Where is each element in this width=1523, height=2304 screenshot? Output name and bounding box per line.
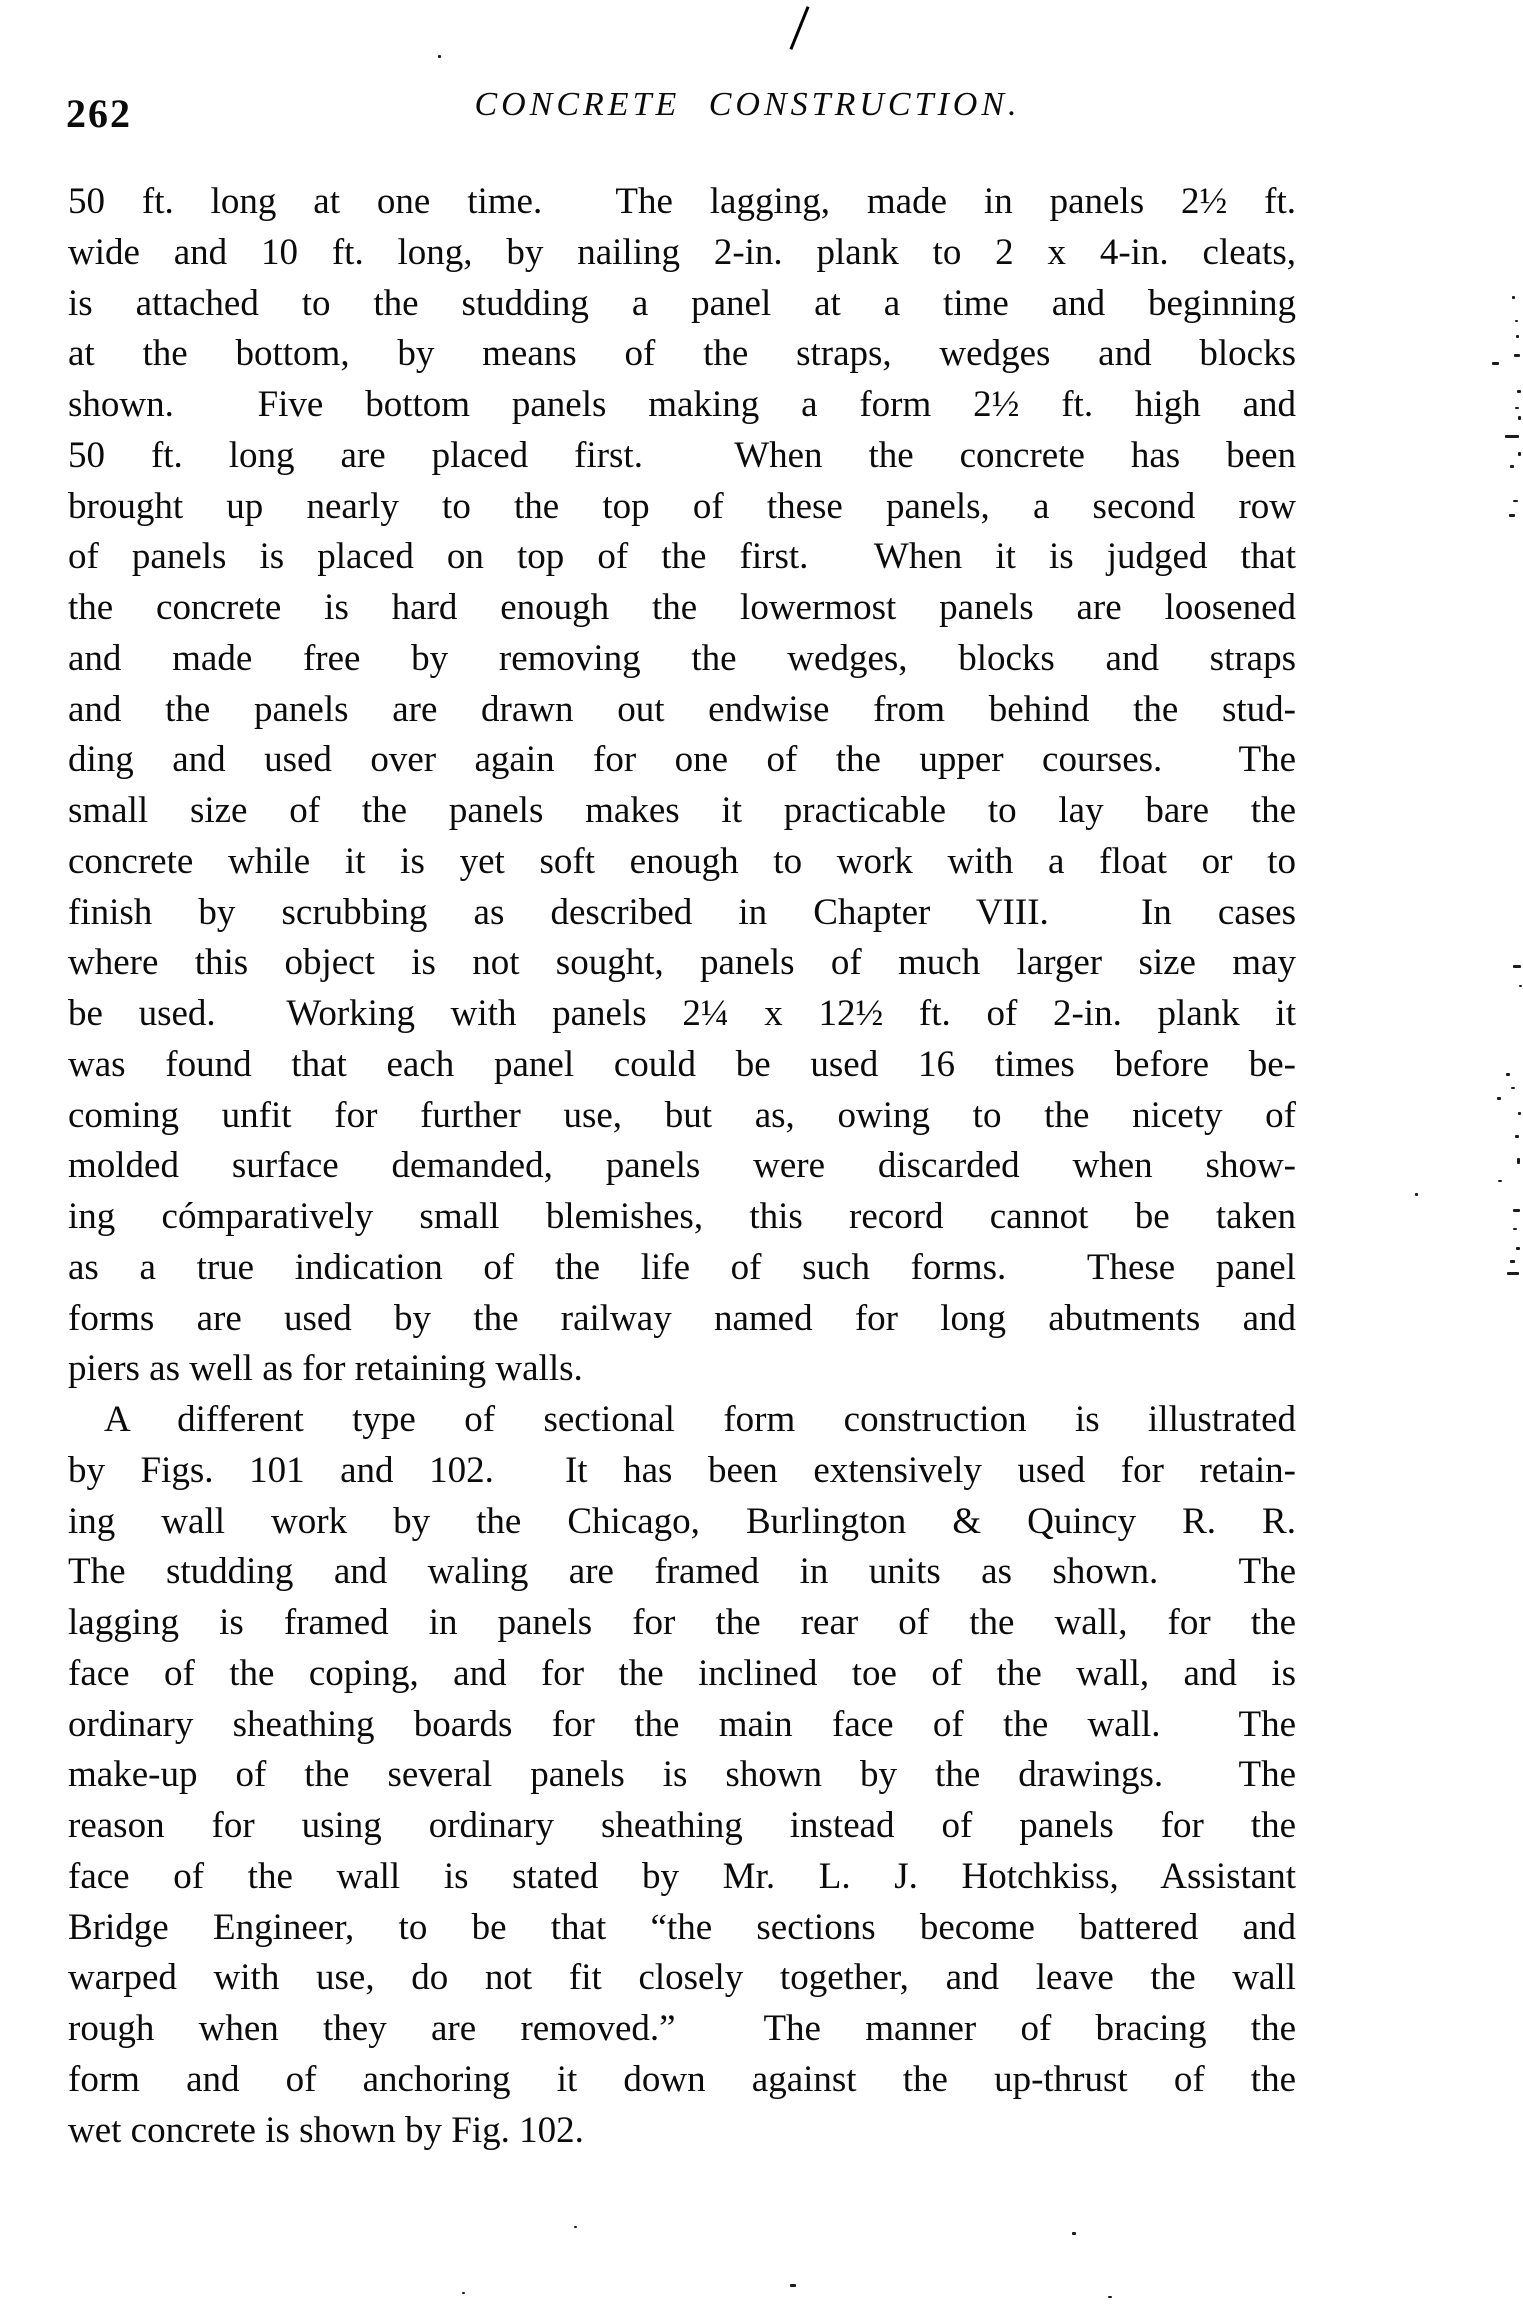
ink-speck (1506, 1073, 1510, 1076)
page-number: 262 (66, 91, 132, 136)
text-line: Bridge Engineer, to be that “the sections become battered and (68, 1906, 1296, 1948)
ink-speck (1072, 2232, 1076, 2235)
ink-speck (1492, 362, 1499, 365)
ink-speck (1108, 2296, 1112, 2298)
text-line: molded surface demanded, panels were discarded when show- (68, 1145, 1296, 1187)
ink-speck (1415, 1193, 1418, 1196)
ink-speck (1510, 1260, 1515, 1263)
ink-speck (1516, 335, 1519, 338)
ink-speck (790, 2284, 796, 2287)
ink-speck (1507, 1272, 1519, 1275)
text-line: reason for using ordinary sheathing instead of panels for the (68, 1805, 1296, 1846)
text-line: by Figs. 101 and 102. It has been extensively used for retain- (68, 1449, 1296, 1491)
text-line: be used. Working with panels 2¼ x 12½ ft. of 2-in. plank it (68, 993, 1296, 1034)
ink-speck (1516, 1247, 1520, 1250)
ink-speck (1515, 320, 1518, 322)
text-line: as a true indication of the life of such forms. These panel (68, 1246, 1296, 1288)
text-line: forms are used by the railway named for long abutments and (68, 1297, 1296, 1339)
ink-speck (1519, 985, 1522, 987)
text-line: of panels is placed on top of the first. When it is judged that (68, 536, 1296, 578)
text-line: make-up of the several panels is shown by the drawings. The (68, 1754, 1296, 1796)
ink-speck (1511, 1087, 1515, 1089)
text-line: wide and 10 ft. long, by nailing 2-in. plank to 2 x 4-in. cleats, (68, 231, 1296, 273)
text-line: and the panels are drawn out endwise from behind the stud- (68, 688, 1296, 730)
text-line: finish by scrubbing as described in Chapter VIII. In cases (68, 891, 1296, 933)
ink-speck (1513, 1209, 1520, 1212)
text-line: coming unfit for further use, but as, owing to the nicety of (68, 1094, 1296, 1136)
ink-speck (574, 2226, 577, 2228)
ink-speck (1518, 452, 1521, 456)
ink-speck (1513, 965, 1521, 968)
text-line: ding and used over again for one of the upper courses. The (68, 739, 1296, 781)
text-line: the concrete is hard enough the lowermost panels are loosened (68, 587, 1296, 628)
text-line: was found that each panel could be used 16 times before be- (68, 1043, 1296, 1085)
pen-stroke-mark (789, 6, 809, 50)
text-line: lagging is framed in panels for the rear of the wall, for the (68, 1602, 1296, 1643)
ink-speck (1498, 1180, 1502, 1182)
ink-speck (462, 2292, 465, 2294)
text-line: ordinary sheathing boards for the main face of the wall. The (68, 1703, 1296, 1745)
text-line: where this object is not sought, panels of much larger size may (68, 942, 1296, 984)
text-line: face of the coping, and for the inclined toe of the wall, and is (68, 1652, 1296, 1694)
text-line: ing wall work by the Chicago, Burlington & Quincy R. R. (68, 1500, 1296, 1542)
ink-speck (1510, 465, 1514, 468)
text-line: at the bottom, by means of the straps, wedges and blocks (68, 333, 1296, 375)
ink-speck (1517, 1158, 1520, 1164)
ink-speck (1512, 296, 1515, 299)
ink-speck (1509, 514, 1515, 517)
text-line: ing cómparatively small blemishes, this record cannot be taken (68, 1196, 1296, 1237)
text-line: 50 ft. long at one time. The lagging, made in panels 2½ ft. (68, 181, 1296, 222)
text-line: A different type of sectional form construction is illustrated (104, 1399, 1296, 1440)
text-line: shown. Five bottom panels making a form 2½ ft. high and (68, 384, 1296, 425)
ink-speck (1497, 1097, 1501, 1100)
text-line: is attached to the studding a panel at a time and beginning (68, 282, 1296, 324)
ink-speck (1513, 500, 1518, 502)
ink-speck (1505, 435, 1519, 438)
text-line: concrete while it is yet soft enough to work with a float or to (68, 840, 1296, 882)
text-line: form and of anchoring it down against the up-thrust of the (68, 2058, 1296, 2100)
text-line: rough when they are removed.” The manner of bracing the (68, 2008, 1296, 2049)
text-line: face of the wall is stated by Mr. L. J. Hotchkiss, Assistant (68, 1855, 1296, 1897)
running-header: CONCRETE CONSTRUCTION. (474, 86, 1021, 123)
ink-speck (1515, 1135, 1519, 1138)
ink-speck (1515, 407, 1519, 409)
body-text (68, 177, 1296, 2156)
text-line: wet concrete is shown by Fig. 102. (68, 2109, 584, 2151)
ink-speck (1514, 354, 1520, 357)
text-line: piers as well as for retaining walls. (68, 1348, 583, 1390)
text-line: warped with use, do not fit closely together, and leave the wall (68, 1957, 1296, 1999)
text-line: small size of the panels makes it practicable to lay bare the (68, 790, 1296, 831)
text-line: The studding and waling are framed in units as shown. The (68, 1551, 1296, 1593)
ink-speck (1518, 1112, 1521, 1115)
ink-speck (1517, 390, 1521, 393)
text-line: and made free by removing the wedges, blocks and straps (68, 637, 1296, 679)
ink-speck (1513, 1228, 1517, 1230)
text-line: 50 ft. long are placed first. When the concrete has been (68, 434, 1296, 476)
ink-speck (438, 55, 441, 58)
ink-speck (1518, 416, 1521, 420)
text-line: brought up nearly to the top of these panels, a second row (68, 485, 1296, 527)
